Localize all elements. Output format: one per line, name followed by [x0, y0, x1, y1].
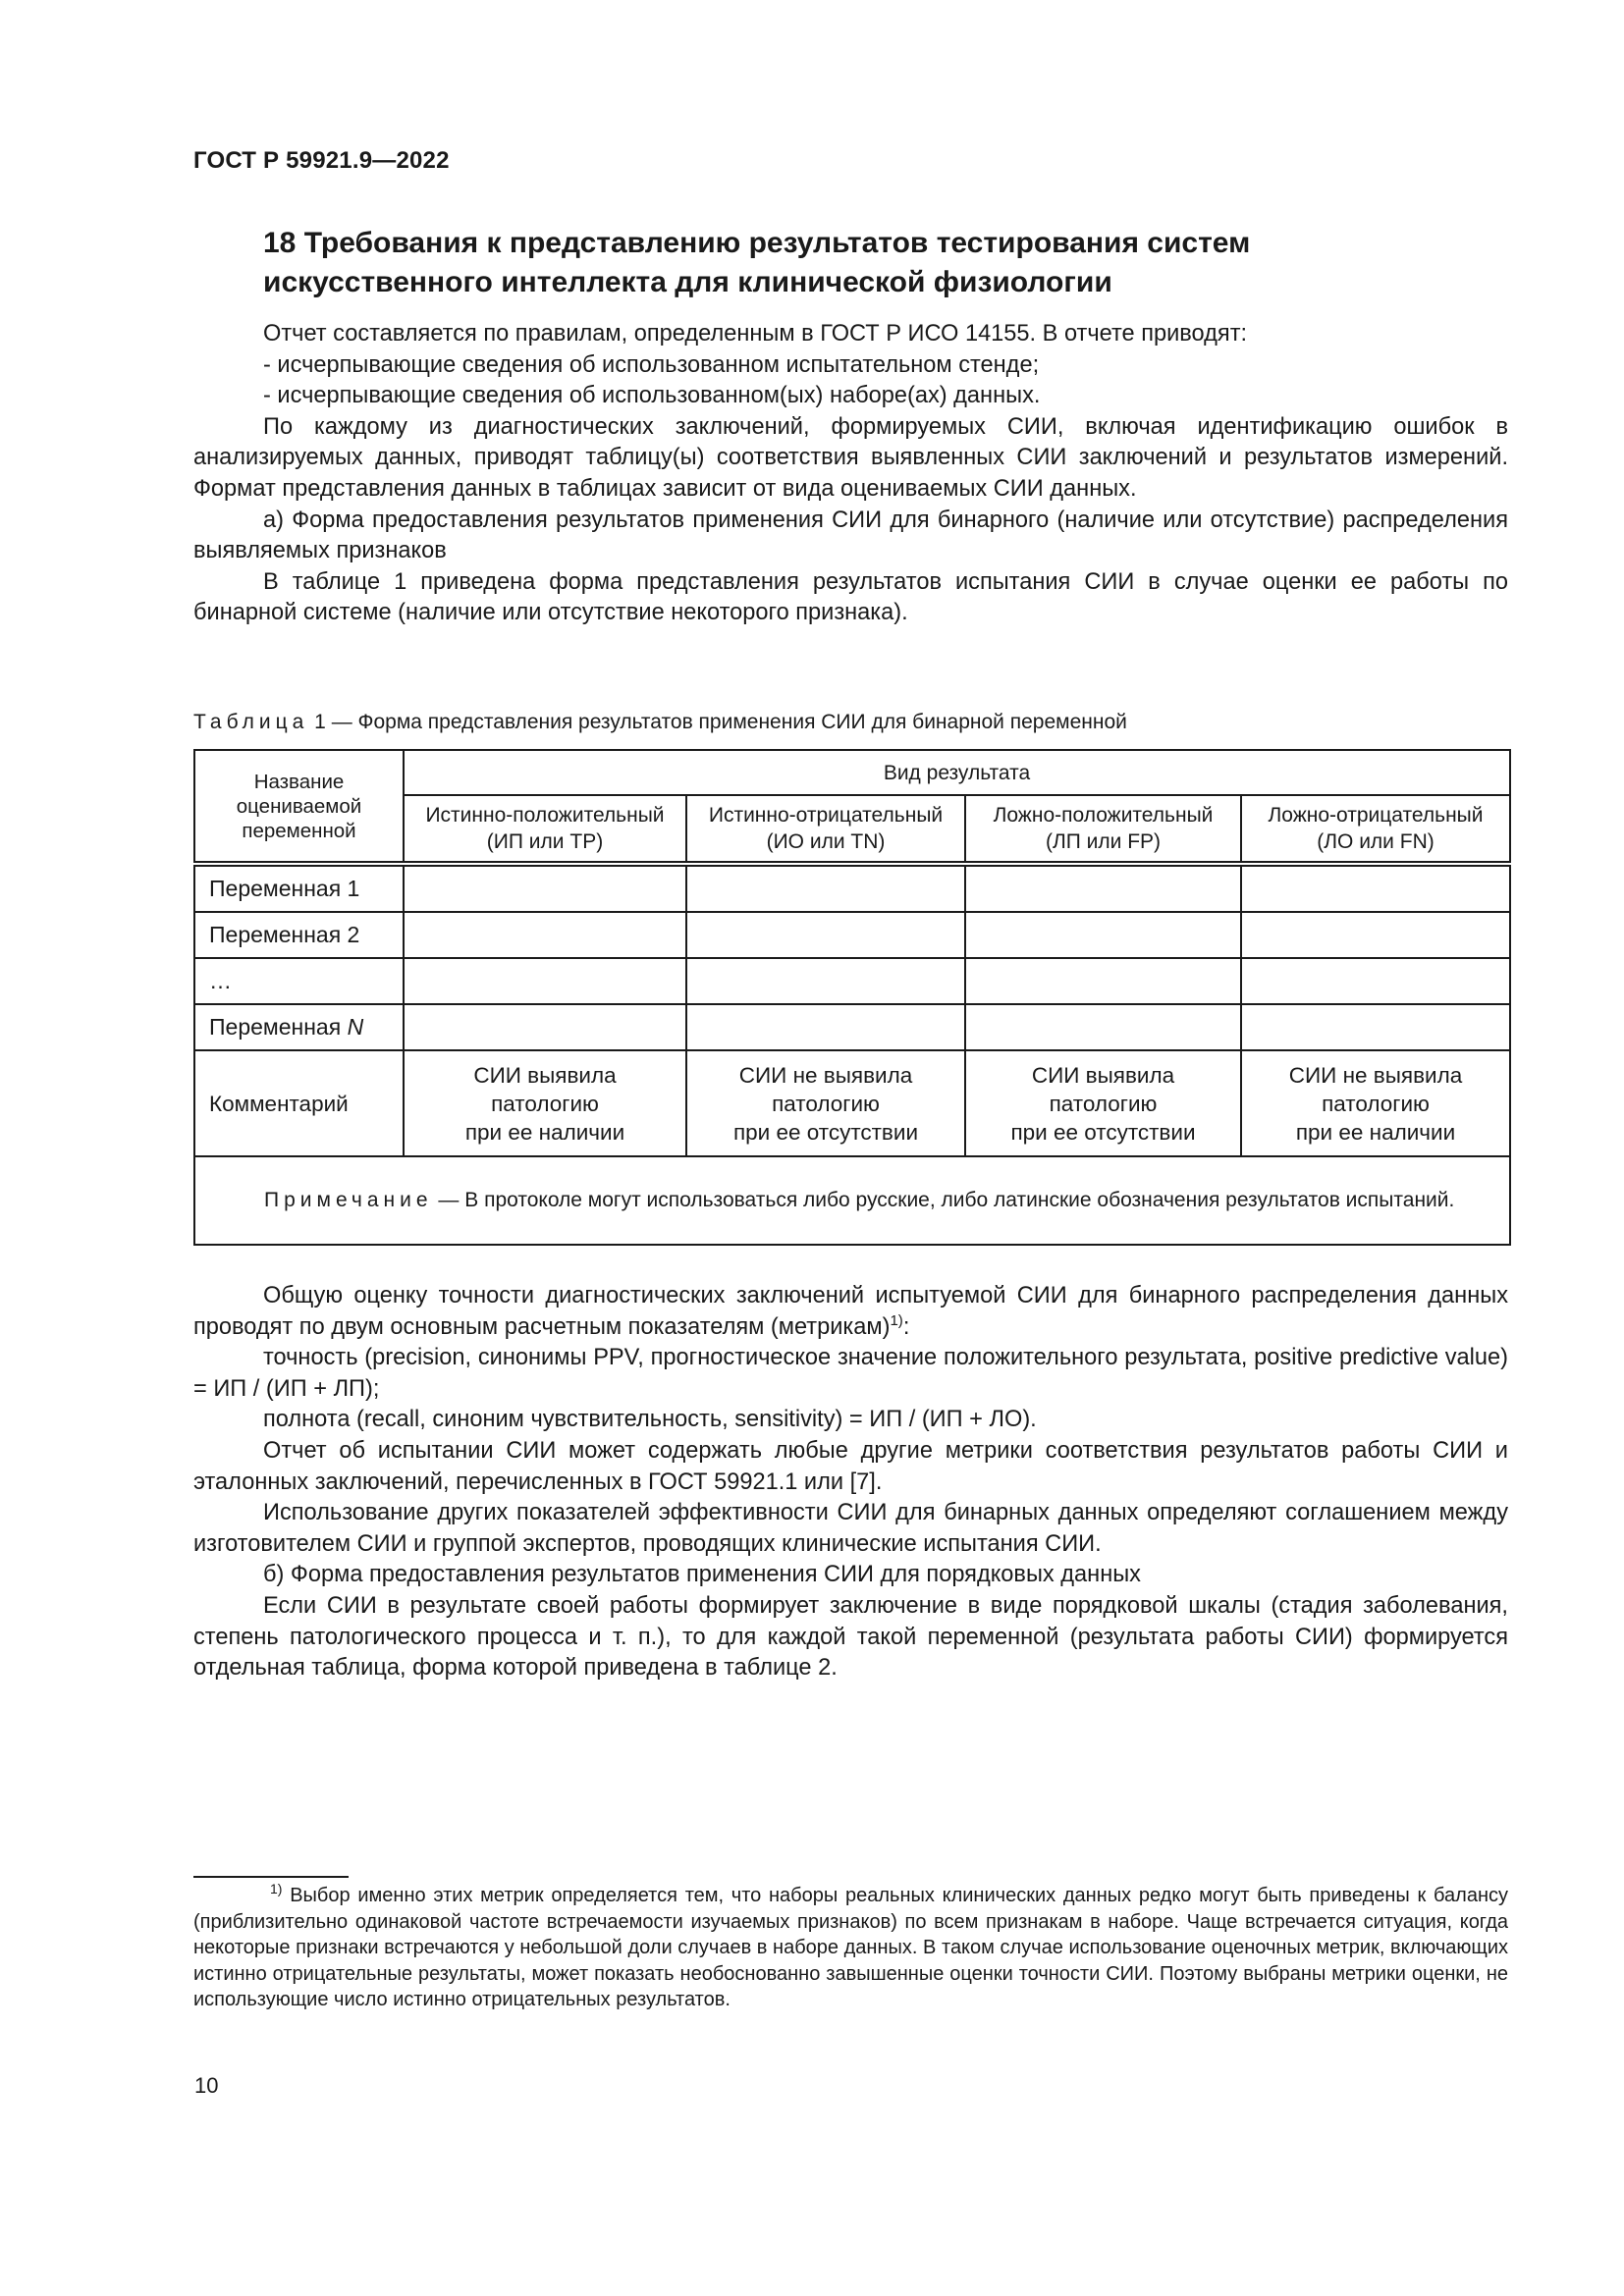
comment-cell: СИИ выявила патологию при ее отсутствии — [965, 1050, 1241, 1156]
table-cell — [965, 958, 1241, 1004]
table-caption-label: Таблица — [193, 711, 309, 733]
list-item: - исчерпывающие сведения об использованном(ых) наборе(ах) данных. — [263, 383, 1041, 409]
footnote-marker: 1) — [270, 1881, 283, 1896]
header-variable-name: Название оцениваемой переменной — [194, 750, 404, 864]
header-result-type: Вид результата — [404, 750, 1510, 795]
table-row — [194, 1004, 1510, 1050]
table-caption-text: — Форма представления результатов применения СИИ для бинарной переменной — [325, 711, 1127, 733]
table-note — [194, 1156, 1510, 1245]
table-cell — [1241, 864, 1510, 912]
paragraph-recall-formula: полнота (recall, синоним чувствительность, sensitivity) = ИП / (ИП + ЛО). — [263, 1407, 1037, 1433]
paragraph: Использование других показателей эффективности СИИ для бинарных данных определяют соглашением между изготовителем СИИ и группой экспертов, проводящих клинические испытания СИИ. — [193, 1500, 1508, 1557]
table-cell — [404, 912, 686, 958]
table-cell — [965, 1004, 1241, 1050]
paragraph: Отчет составляется по правилам, определенным в ГОСТ Р ИСО 14155. В отчете приводят: — [263, 321, 1248, 347]
running-head-standard-number: ГОСТ Р 59921.9—2022 — [193, 147, 450, 174]
table-header-row — [194, 750, 1510, 795]
table-1 — [193, 749, 1511, 1246]
table-cell — [404, 958, 686, 1004]
table-row — [194, 864, 1510, 912]
table-row — [194, 958, 1510, 1004]
table-cell — [404, 1004, 686, 1050]
intro-text — [193, 319, 1508, 629]
paragraph: Общую оценку точности диагностических заключений испытуемой СИИ для бинарного распределения данных проводят по двум основным расчетным показателям (метрикам)$^{1)}$: — [193, 1283, 1508, 1340]
header-false-negative: Ложно-отрицательный (ЛО или FN) — [1241, 795, 1510, 864]
table-caption-number: 1 — [308, 711, 326, 733]
section-title: 18 Требования к представлению результатов тестирования систем искусственного интеллекта для клинической физиологии — [263, 227, 1251, 298]
paragraph-precision-formula: точность (precision, синонимы PPV, прогностическое значение положительного результата, positive predictive value) = ИП / (ИП + ЛП); — [193, 1345, 1508, 1402]
header-true-positive: Истинно-положительный (ИП или TP) — [404, 795, 686, 864]
table-cell — [1241, 912, 1510, 958]
header-false-positive: Ложно-положительный (ЛП или FP) — [965, 795, 1241, 864]
comment-row — [194, 1050, 1510, 1156]
footnote-reference[interactable]: 1) — [890, 1311, 903, 1329]
paragraph: По каждому из диагностических заключений, формируемых СИИ, включая идентификацию ошибок в анализируемых данных, приводят таблицу(ы) соответствия выявленных СИИ заключений и результатов измерений. Формат представления данных в таблицах зависит от вида оцениваемых СИИ данных. — [193, 413, 1508, 502]
comment-label: Комментарий — [194, 1050, 404, 1156]
table-row — [194, 912, 1510, 958]
header-true-negative: Истинно-отрицательный (ИО или TN) — [686, 795, 965, 864]
note-text: — В протоколе могут использоваться либо русские, либо латинские обозначения результатов испытаний. — [432, 1189, 1455, 1211]
variable-name-cell: Переменная 1 — [194, 864, 404, 912]
footnote-text: $^{1)}$ Выбор именно этих метрик определяется тем, что наборы реальных клинических данных редко могут быть приведены к балансу (приблизительно одинаковой частоте встречаемости изучаемых признаков) по всем признакам в наборе. Чаще встречается ситуация, когда некоторые признаки встречаются у небольшой доли случаев в наборе данных. В таком случае использование оценочных метрик, включающих истинно отрицательные результаты, может показать необоснованно завышенные оценки точности СИИ. Поэтому выбраны метрики оценки, не использующие число истинно отрицательных результатов. — [193, 1881, 1508, 2011]
page-number: 10 — [194, 2073, 219, 2098]
table-cell — [965, 864, 1241, 912]
list-item: - исчерпывающие сведения об использованном испытательном стенде; — [263, 351, 1040, 378]
comment-cell: СИИ не выявила патологию при ее отсутствии — [686, 1050, 965, 1156]
post-table-text — [193, 1281, 1508, 1684]
table-cell — [404, 864, 686, 912]
table-note-row — [194, 1156, 1510, 1245]
table-cell — [686, 864, 965, 912]
table-cell — [686, 912, 965, 958]
paragraph: а) Форма предоставления результатов применения СИИ для бинарного (наличие или отсутствие) распределения выявляемых признаков — [193, 507, 1508, 564]
table-cell — [686, 1004, 965, 1050]
footnote-divider — [193, 1876, 349, 1878]
table-cell — [1241, 1004, 1510, 1050]
paragraph-subsection-b: б) Форма предоставления результатов применения СИИ для порядковых данных — [263, 1562, 1141, 1588]
comment-cell: СИИ выявила патологию при ее наличии — [404, 1050, 686, 1156]
note-label: Примечание — [264, 1189, 433, 1211]
table-cell — [686, 958, 965, 1004]
paragraph: Если СИИ в результате своей работы формирует заключение в виде порядковой шкалы (стадия заболевания, степень патологического процесса и т. п.), то для каждой такой переменной (результата работы СИИ) формируется отдельная таблица, форма которой приведена в таблице 2. — [193, 1592, 1508, 1682]
table-caption — [193, 709, 1127, 736]
paragraph: Отчет об испытании СИИ может содержать любые другие метрики соответствия результатов работы СИИ и эталонных заключений, перечисленных в ГОСТ 59921.1 или [7]. — [193, 1437, 1508, 1495]
table-cell — [965, 912, 1241, 958]
variable-name-cell: Переменная N — [194, 1004, 404, 1050]
footnote — [193, 1883, 1508, 2013]
table-cell — [1241, 958, 1510, 1004]
variable-name-cell: … — [194, 958, 404, 1004]
paragraph: В таблице 1 приведена форма представления результатов испытания СИИ в случае оценки ее работы по бинарной системе (наличие или отсутствие некоторого признака). — [193, 568, 1508, 626]
comment-cell: СИИ не выявила патологию при ее наличии — [1241, 1050, 1510, 1156]
variable-name-cell: Переменная 2 — [194, 912, 404, 958]
